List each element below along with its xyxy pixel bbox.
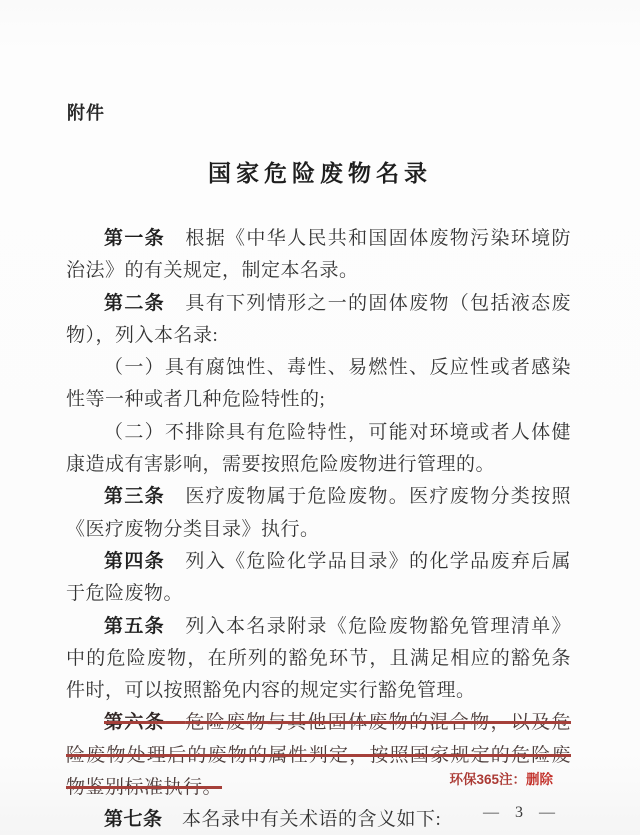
- article-number: 第一条: [104, 228, 166, 249]
- paragraph: [66, 417, 571, 482]
- paragraph: [66, 481, 571, 546]
- paragraph: [66, 352, 571, 417]
- annotation-prefix: 环保365注：: [449, 772, 526, 787]
- paragraph: [66, 223, 571, 288]
- paragraph: [66, 288, 571, 353]
- paragraph-struck: [66, 707, 571, 804]
- article-text: （一）具有腐蚀性、毒性、易燃性、反应性或者感染性等一种或者几种危险特性的;: [66, 357, 571, 411]
- article-number: 第二条: [104, 292, 166, 314]
- review-annotation: [449, 768, 553, 788]
- article-text: 列入《危险化学品目录》的化学品废弃后属于危险废物。: [66, 550, 571, 605]
- article-number: 第六条: [104, 712, 166, 734]
- article-text: 医疗废物属于危险废物。医疗废物分类按照《医疗废物分类目录》执行。: [66, 486, 571, 540]
- page-number: — 3 —: [483, 804, 557, 821]
- article-number: 第七条: [104, 809, 163, 831]
- annotation-action: 删除: [526, 772, 553, 787]
- article-text: 本名录中有关术语的含义如下:: [182, 809, 442, 831]
- article-number: 第五条: [104, 615, 166, 637]
- article-text: 列入本名录附录《危险废物豁免管理清单》中的危险废物，在所列的豁免环节，且满足相应的豁免条件时，可以按照豁免内容的规定实行豁免管理。: [66, 615, 571, 702]
- article-text: 具有下列情形之一的固体废物（包括液态废物），列入本名录:: [66, 292, 571, 346]
- paragraph: [66, 546, 571, 611]
- article-text: 根据《中华人民共和国固体废物污染环境防治法》的有关规定，制定本名录。: [66, 228, 571, 282]
- article-number: 第四条: [104, 550, 166, 572]
- article-text: （二）不排除具有危险特性，可能对环境或者人体健康造成有害影响，需要按照危险废物进行管理的。: [66, 421, 571, 476]
- attachment-label: 附件: [67, 103, 105, 123]
- paragraph: [66, 611, 571, 708]
- document-title: 国家危险废物名录: [208, 160, 432, 186]
- document-body: [66, 223, 571, 835]
- article-number: 第三条: [104, 486, 166, 508]
- article-text: 危险废物与其他固体废物的混合物，以及危险废物处理后的废物的属性判定，按照国家规定的危险废物鉴别标准执行。: [66, 712, 571, 799]
